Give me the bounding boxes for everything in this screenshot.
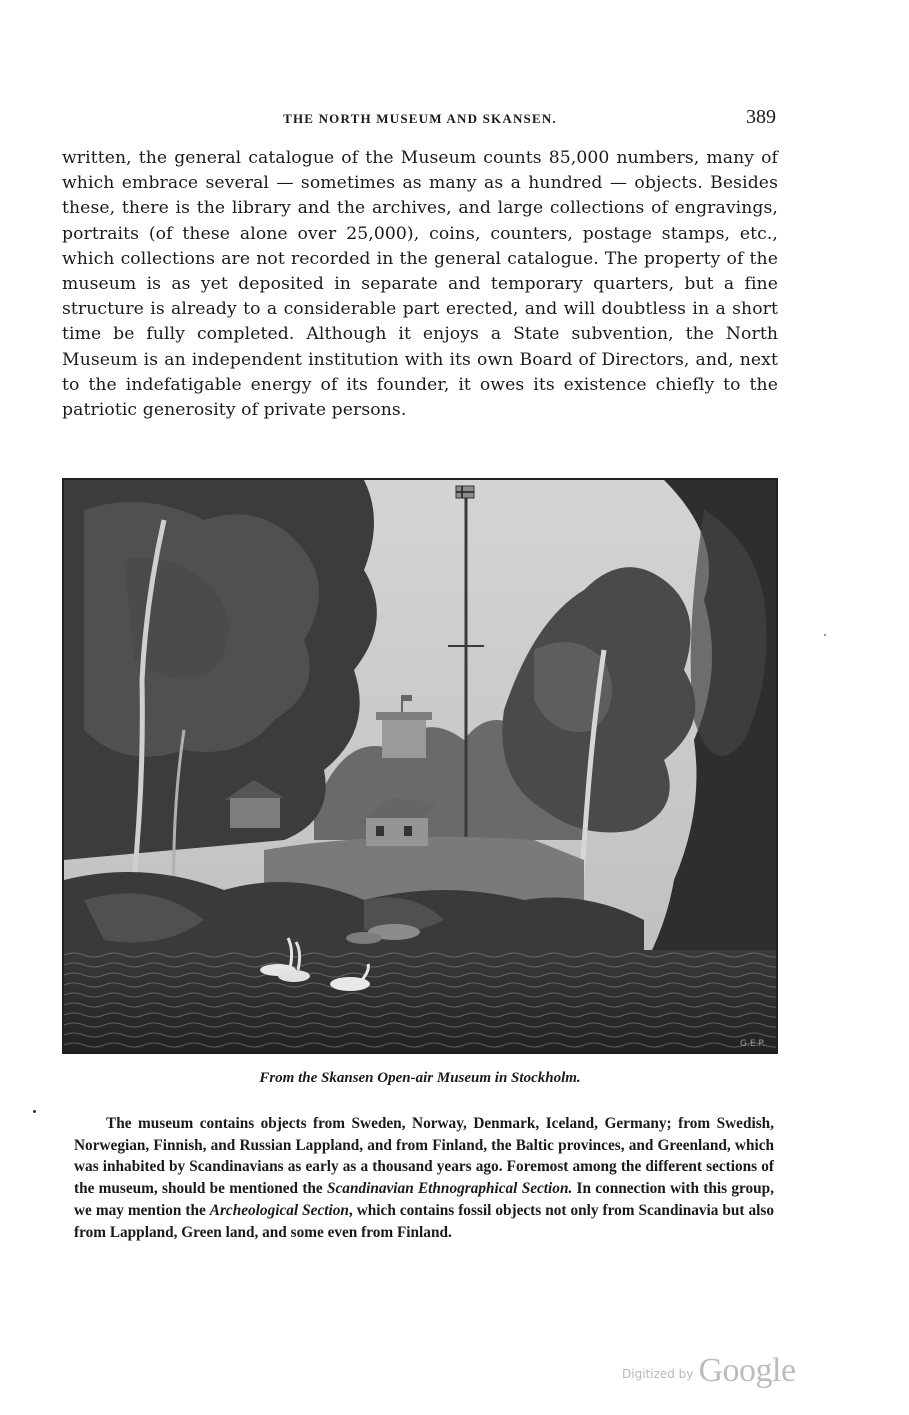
paragraph-text-part3: , which contains fossil objects not only from Scandinavia but also from Lappland, Green land, and some even from Finland.: [74, 1201, 774, 1241]
photo-plate: [62, 478, 778, 1054]
skansen-photograph: [64, 480, 776, 1052]
stray-ink-dot-margin: [824, 634, 826, 636]
paragraph-text-part1: The museum contains objects from Sweden, Norway, Denmark, Iceland, Germany; from Swedish, Norwegian, Finnish, and Russian Lappland, and from Finland, the Baltic provinces, and Greenland, which was inhabited by Scandinavians as early as a thousand years ago. Foremost among the different sections of the museum, should be mentioned the: [74, 1115, 774, 1198]
engraver-mark: G.E.P.: [740, 1039, 766, 1049]
plate-caption: From the Skansen Open-air Museum in Stockholm.: [259, 1070, 581, 1086]
running-title: THE NORTH MUSEUM AND SKANSEN.: [283, 111, 557, 126]
section-name-ethnographical: Scandinavian Ethnographical Section.: [327, 1180, 573, 1198]
body-paragraph-top: written, the general catalogue of the Museum counts 85,000 numbers, many of which embrace several — sometimes as many as a hundred — objects. Besides these, there is the library and the archives, and large collections of engravings, portraits (of these alone over 25,000), coins, counters, postage stamps, etc., which collections are not recorded in the general catalogue. The property of the museum is as yet deposited in separate and temporary quarters, but a fine structure is already to a considerable part erected, and will doubtless in a short time be fully completed. Although it enjoys a State subvention, the North Museum is an independent institution with its own Board of Directors, and, next to the indefatigable energy of its founder, it owes its existence chiefly to the patriotic generosity of private persons.: [62, 148, 778, 421]
stray-ink-dot: [33, 1110, 36, 1113]
page-number: 389: [746, 106, 776, 128]
section-name-archeological: Archeological Section: [209, 1201, 349, 1219]
digitization-watermark: [622, 1352, 796, 1392]
google-logo: Google: [698, 1352, 796, 1389]
body-paragraph-bottom: [74, 1113, 774, 1243]
paragraph-text-part2: In connection with this group, we may mention the: [74, 1180, 774, 1219]
watermark-label: Digitized by: [622, 1367, 694, 1381]
running-head: [62, 106, 778, 132]
